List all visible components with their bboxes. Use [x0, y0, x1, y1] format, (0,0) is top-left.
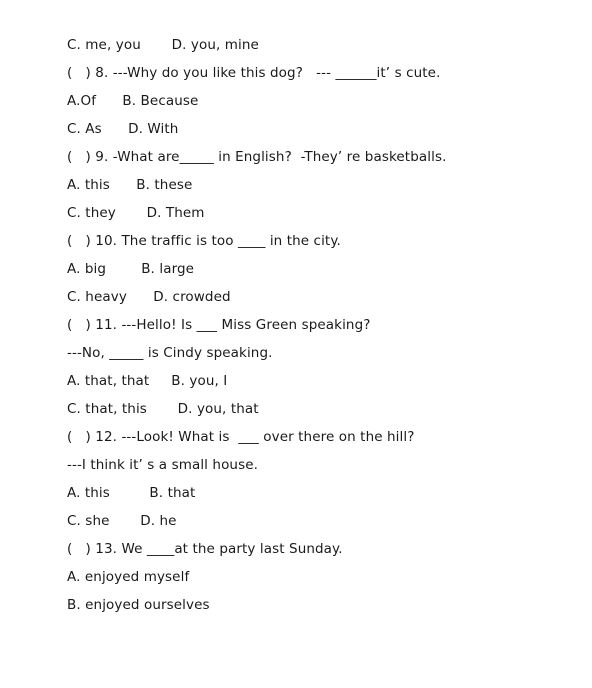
- question-11: ( ) 11. ---Hello! Is ___ Miss Green speaking?: [67, 317, 371, 333]
- answer-options-9-ab: A. this B. these: [67, 177, 193, 193]
- answer-options-12-ab: A. this B. that: [67, 485, 196, 501]
- answer-options-11-ab: A. that, that B. you, I: [67, 373, 228, 389]
- answer-options-10-cd: C. heavy D. crowded: [67, 289, 231, 305]
- answer-options-7-cd: C. me, you D. you, mine: [67, 37, 259, 53]
- question-13: ( ) 13. We ____at the party last Sunday.: [67, 541, 343, 557]
- question-12-reply: ---I think it’ s a small house.: [67, 457, 259, 473]
- question-10: ( ) 10. The traffic is too ____ in the city.: [67, 233, 341, 249]
- answer-options-8-ab: A.Of B. Because: [67, 93, 199, 109]
- answer-options-10-ab: A. big B. large: [67, 261, 195, 277]
- question-12: ( ) 12. ---Look! What is ___ over there on the hill?: [67, 429, 415, 445]
- answer-options-8-cd: C. As D. With: [67, 121, 179, 137]
- answer-options-12-cd: C. she D. he: [67, 513, 177, 529]
- question-11-reply: ---No, _____ is Cindy speaking.: [67, 345, 273, 361]
- question-9: ( ) 9. -What are_____ in English? -They’ re basketballs.: [67, 149, 447, 165]
- answer-option-13-b: B. enjoyed ourselves: [67, 597, 210, 613]
- answer-options-11-cd: C. that, this D. you, that: [67, 401, 259, 417]
- answer-option-13-a: A. enjoyed myself: [67, 569, 190, 585]
- answer-options-9-cd: C. they D. Them: [67, 205, 205, 221]
- question-8: ( ) 8. ---Why do you like this dog? --- ______it’ s cute.: [67, 65, 441, 81]
